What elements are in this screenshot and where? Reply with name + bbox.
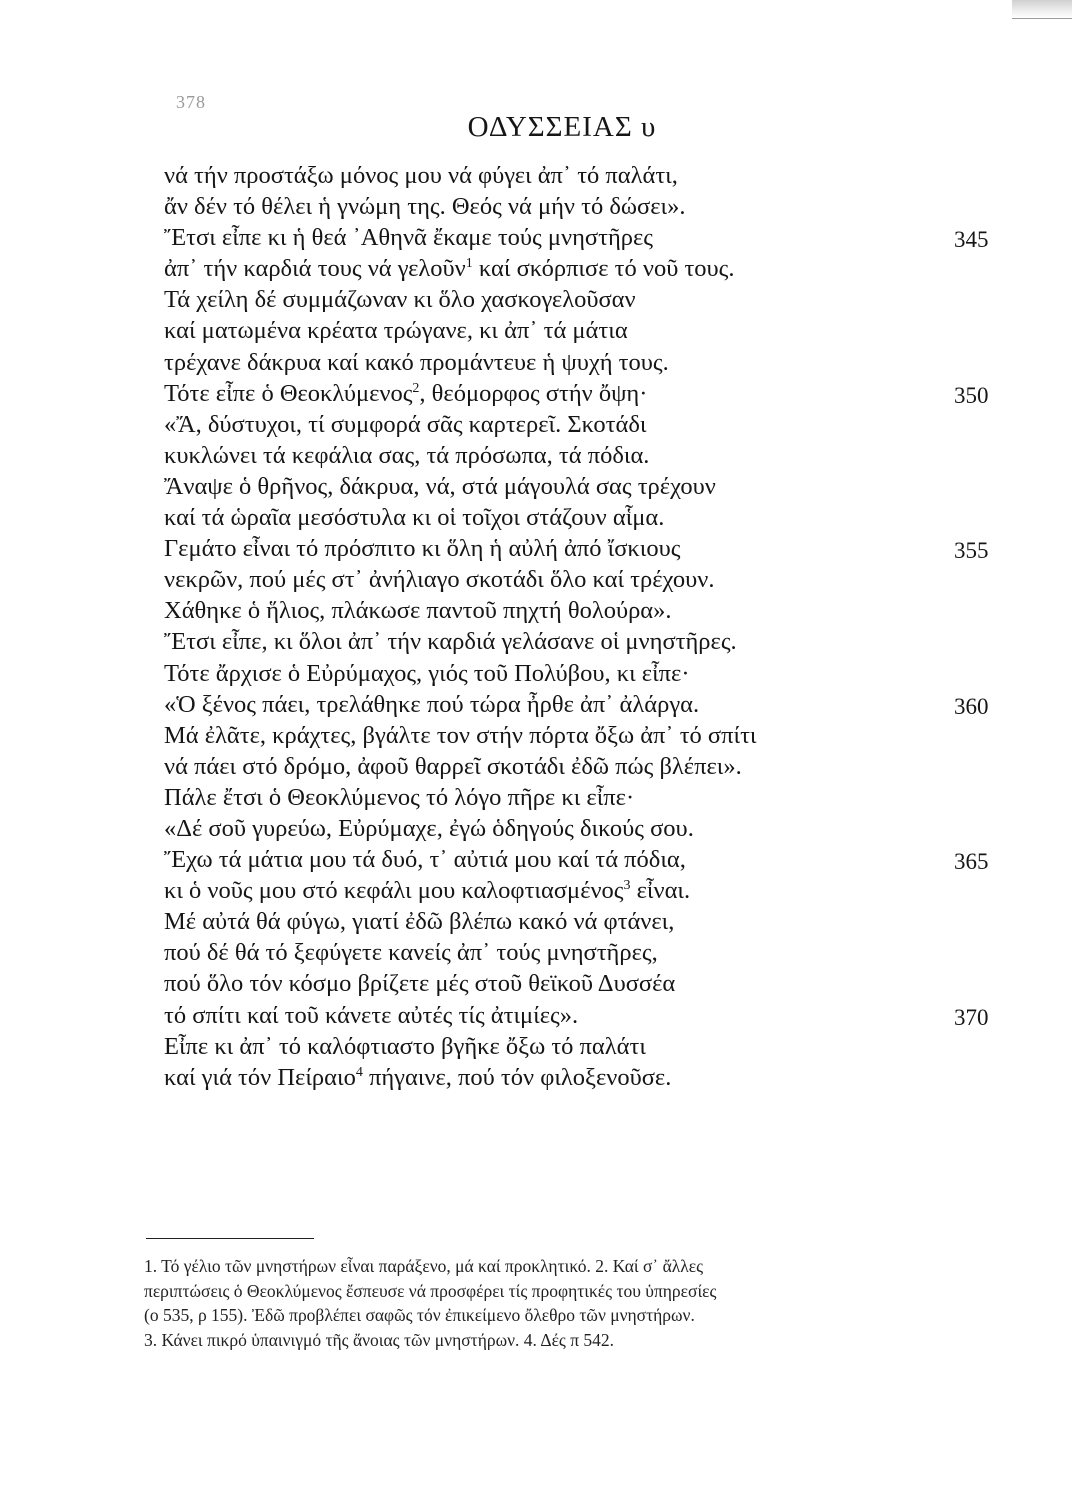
verse-line [164,533,989,564]
verse-line [164,595,964,626]
verse-text: Πάλε ἔτσι ὁ Θεοκλύμενος τό λόγο πῆρε κι εἶπε· [164,783,635,811]
verse-line [164,160,964,191]
verse-line [164,502,964,533]
verse-line [164,875,964,906]
verse-line [164,471,964,502]
verse-text: καί γιά τόν Πείραιο$^4$ πήγαινε, πού τόν φιλοξενοῦσε. [164,1063,672,1091]
verse-line [164,937,964,968]
verse-line [164,658,964,689]
scan-edge-mark [1012,0,1072,19]
verse-line [164,253,964,284]
verse-line [164,191,964,222]
verse-text: «Δέ σοῦ γυρεύω, Εὐρύμαχε, ἐγώ ὁδηγούς δικούς σου. [164,814,694,842]
verse-text: νά τήν προστάξω μόνος μου νά φύγει ἀπ᾽ τό παλάτι, [164,162,678,189]
verse-text: Ἔτσι εἶπε, κι ὅλοι ἀπ᾽ τήν καρδιά γελάσανε οἱ μνηστῆρες. [164,628,737,656]
footnote-line: (ο 535, ρ 155). Ἐδῶ προβλέπει σαφῶς τόν ἐπικείμενο ὄλεθρο τῶν μνηστήρων. [144,1305,695,1325]
verse-text: κι ὁ νοῦς μου στό κεφάλι μου καλοφτιασμένος$^3$ εἶναι. [164,877,691,905]
line-number: 345 [954,227,989,253]
verse-line [164,409,964,440]
verse-text: Τότε εἶπε ὁ Θεοκλύμενος$^2$, θεόμορφος στήν ὄψη· [164,379,648,407]
verse-text: Τά χείλη δέ συμμάζωναν κι ὅλο χασκογελοῦσαν [164,286,636,314]
verse-text: Εἶπε κι ἀπ᾽ τό καλόφτιαστο βγῆκε ὄξω τό παλάτι [164,1032,646,1060]
verse-text: πού ὅλο τόν κόσμο βρίζετε μές στοῦ θεϊκοῦ Δυσσέα [164,970,676,998]
verse-line [164,751,964,782]
verse-line [164,626,964,657]
verse-line [164,906,964,937]
verse-line [164,564,964,595]
verse-line [164,222,989,253]
verse-text: «Ἄ, δύστυχοι, τί συμφορά σᾶς καρτερεῖ. Σκοτάδι [164,410,647,438]
verse-line [164,378,989,409]
verse-text: Ἔτσι εἶπε κι ἡ θεά ᾽Αθηνᾶ ἔκαμε τούς μνηστῆρες [164,224,653,252]
footnotes [144,1254,984,1352]
verse-text: Μέ αὐτά θά φύγω, γιατί ἐδῶ βλέπω κακό νά φτάνει, [164,908,675,936]
footnote-line: 3. Κάνει πικρό ὑπαινιγμό τῆς ἄνοιας τῶν μνηστήρων. 4. Δές π 542. [144,1329,615,1350]
verse-text: Γεμάτο εἶναι τό πρόσπιτο κι ὅλη ἡ αὐλή ἀπό ἴσκιους [164,535,681,563]
verse-line [164,440,964,471]
verse-text: «Ὁ ξένος πάει, τρελάθηκε πού τώρα ἦρθε ἀπ᾽ ἀλάργα. [164,690,700,718]
footnote-marker: 3 [623,878,631,894]
verse-text: νά πάει στό δρόμο, ἀφοῦ θαρρεῖ σκοτάδι ἐδῶ πώς βλέπει». [164,752,742,780]
verse-text: τρέχανε δάκρυα καί κακό προμάντευε ἡ ψυχή τους. [164,348,669,376]
verse-line [164,284,964,315]
verse-text: κυκλώνει τά κεφάλια σας, τά πρόσωπα, τά πόδια. [164,441,650,469]
verse-line [164,315,964,346]
verse-text: Ἄναψε ὁ θρῆνος, δάκρυα, νά, στά μάγουλά σας τρέχουν [164,472,716,500]
footnote-rule [146,1238,314,1239]
verse-line [164,844,989,875]
footnote-marker: 4 [355,1064,363,1080]
verse-line [164,689,989,720]
verse-text: Ἔχω τά μάτια μου τά δυό, τ᾽ αὐτιά μου καί τά πόδια, [164,846,686,874]
line-number: 360 [954,693,989,719]
footnote-line: περιπτώσεις ὁ Θεοκλύμενος ἔσπευσε νά προσφέρει τίς προφητικές του ὑπηρεσίες [144,1280,717,1301]
verse-text: νεκρῶν, πού μές στ᾽ ἀνήλιαγο σκοτάδι ὅλο καί τρέχουν. [164,566,715,594]
verse-text: Μά ἐλᾶτε, κράχτες, βγάλτε τον στήν πόρτα ὄξω ἀπ᾽ τό σπίτι [164,721,757,749]
verse-line [164,968,964,999]
page-number: 378 [176,92,206,112]
verse-line [164,347,964,378]
verse-text: τό σπίτι καί τοῦ κάνετε αὐτές τίς ἀτιμίες». [164,1001,579,1029]
verse-line [164,1062,964,1093]
verse-line [164,782,964,813]
verse-block [164,160,989,1093]
verse-text: Χάθηκε ὁ ἥλιος, πλάκωσε παντοῦ πηχτή θολούρα». [164,597,672,625]
line-number: 370 [954,1004,989,1030]
line-number: 365 [954,849,989,875]
verse-text: καί ματωμένα κρέατα τρώγανε, κι ἀπ᾽ τά μάτια [164,317,628,345]
line-number: 355 [954,538,989,564]
running-head: ΟΔΥΣΣΕΙΑΣ υ [467,111,657,143]
verse-text: ἀπ᾽ τήν καρδιά τους νά γελοῦν$^1$ καί σκόρπισε τό νοῦ τους. [164,255,735,283]
footnote-marker: 1 [465,256,473,272]
verse-line [164,720,964,751]
verse-text: Τότε ἄρχισε ὁ Εὐρύμαχος, γιός τοῦ Πολύβου, κι εἶπε· [164,659,690,687]
footnote-line: 1. Τό γέλιο τῶν μνηστήρων εἶναι παράξενο, μά καί προκλητικό. 2. Καί σ᾽ ἄλλες [144,1256,704,1276]
verse-line [164,1031,964,1062]
verse-line [164,813,964,844]
verse-text: καί τά ὡραῖα μεσόστυλα κι οἱ τοῖχοι στάζουν αἷμα. [164,504,665,532]
verse-line [164,1000,989,1031]
verse-text: ἄν δέν τό θέλει ἡ γνώμη της. Θεός νά μήν τό δώσει». [164,193,686,221]
verse-text: πού δέ θά τό ξεφύγετε κανείς ἀπ᾽ τούς μνηστῆρες, [164,939,658,967]
footnote-marker: 2 [412,380,420,396]
line-number: 350 [954,382,989,408]
